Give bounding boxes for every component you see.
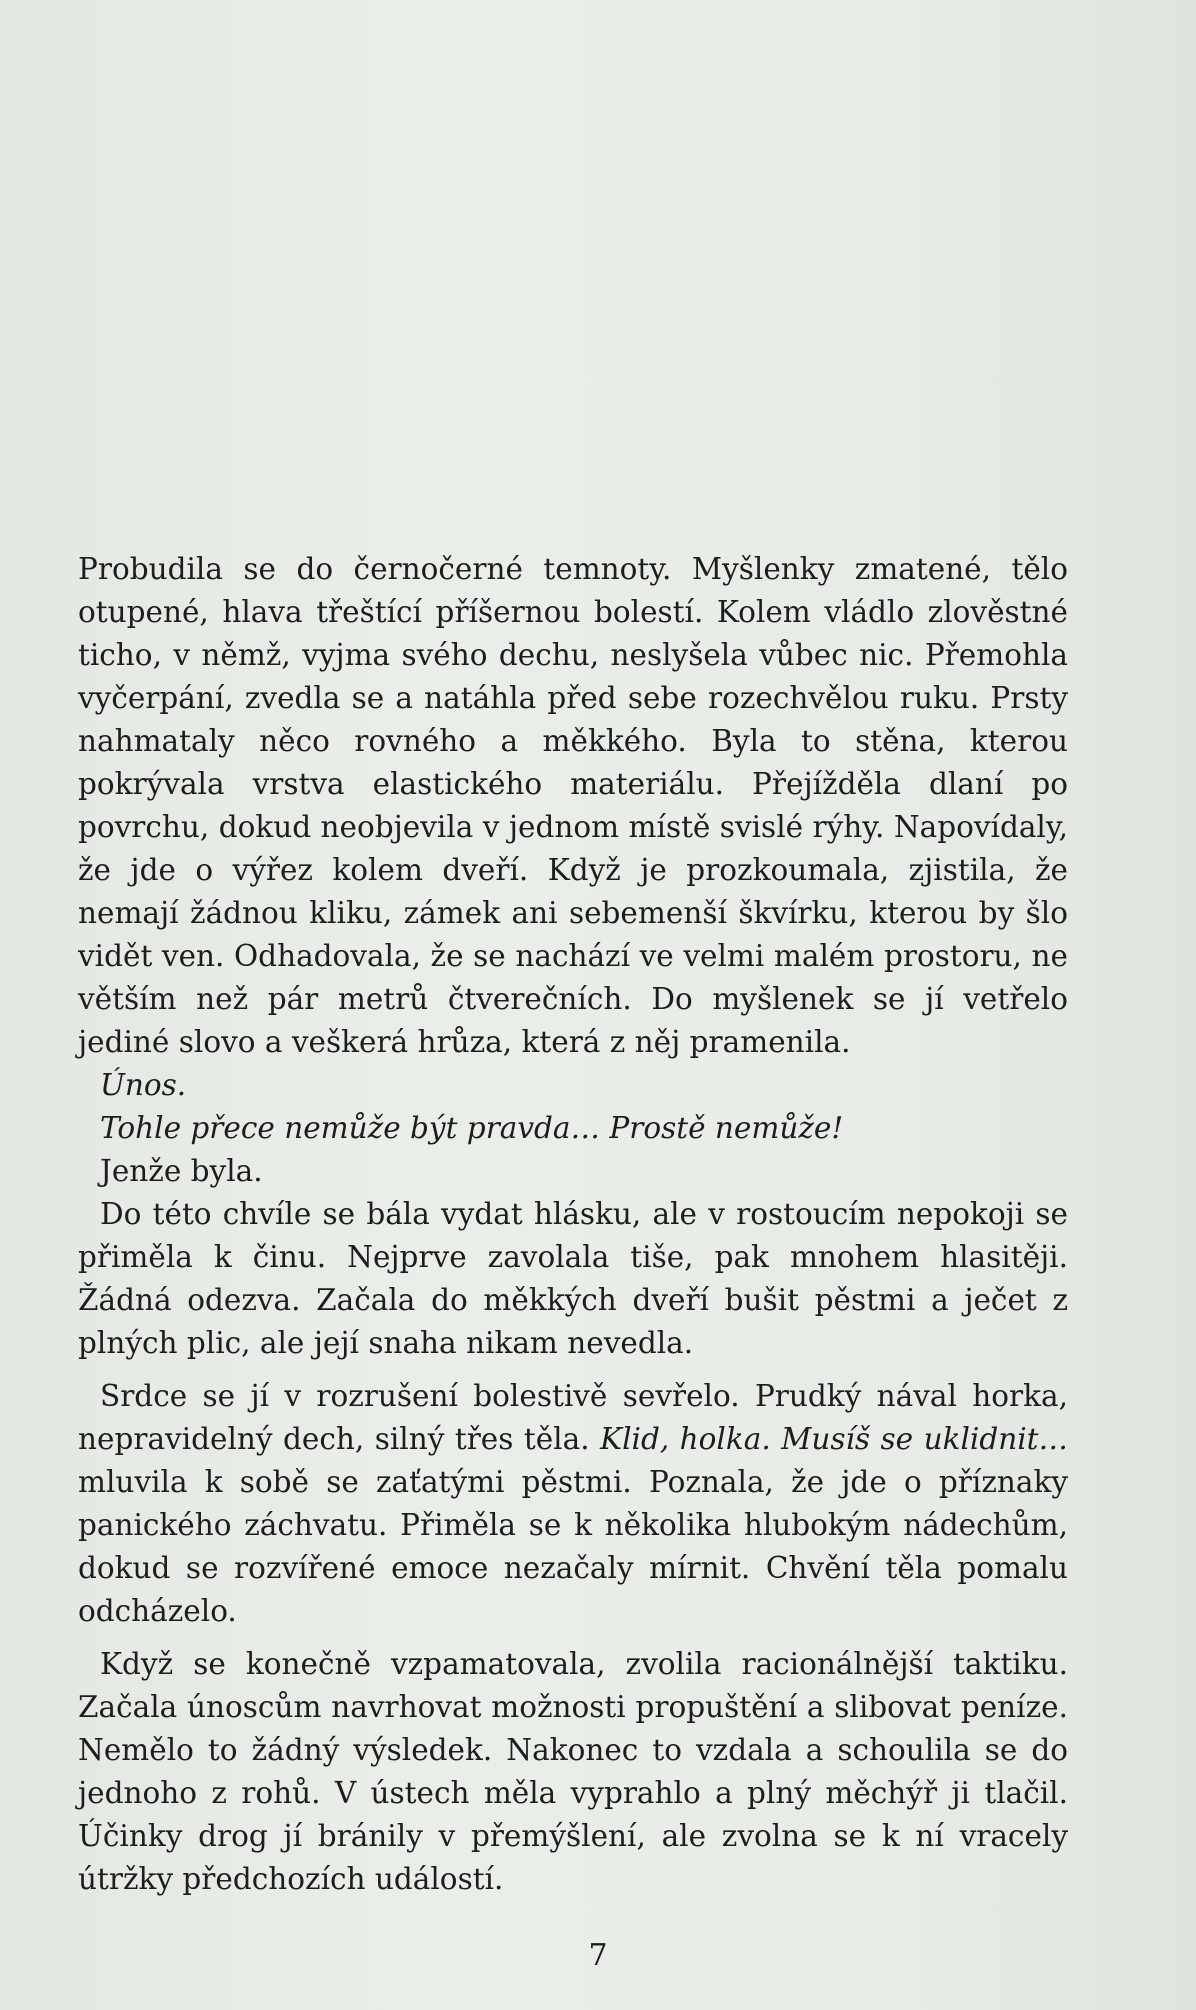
paragraph-1 (78, 548, 1068, 1064)
paragraph-2 (78, 1064, 1068, 1107)
page-number: 7 (588, 1938, 608, 1973)
paragraph-6-text-pre: Srdce se jí v rozrušení bolestivě sevřelo. Prudký nával horka, nepravidelný dech, silný třes těla. (78, 1379, 1068, 1456)
paragraph-4 (78, 1150, 1068, 1193)
paragraph-7-text: Když se konečně vzpamatovala, zvolila racionálnější taktiku. Začala únoscům navrhovat možnosti propuštění a slibovat peníze. Nemělo to žádný výsledek. Nakonec to vzdala a schoulila se do jednoho z rohů. V ústech měla vyprahlo a plný měchýř ji tlačil. Účinky drog jí bránily v přemýšlení, ale zvolna se k ní vracely útržky předchozích událostí. (78, 1647, 1068, 1896)
paragraph-4-text: Jenže byla. (100, 1154, 263, 1188)
paragraph-6-text-post: mluvila k sobě se zaťatými pěstmi. Poznala, že jde o příznaky panického záchvatu. Přiměla se k několika hlubokým nádechům, dokud se rozvířené emoce nezačaly mírnit. Chvění těla pomalu odcházelo. (78, 1465, 1068, 1628)
paragraph-3 (78, 1107, 1068, 1150)
paragraph-6-italic: Klid, holka. Musíš se uklidnit… (600, 1422, 1068, 1456)
paragraph-2-italic: Únos. (100, 1068, 187, 1102)
paragraph-6 (78, 1375, 1068, 1633)
paragraph-5 (78, 1193, 1068, 1365)
paragraph-5-text: Do této chvíle se bála vydat hlásku, ale v rostoucím nepokoji se přiměla k činu. Nejprve zavolala tiše, pak mnohem hlasitěji. Žádná odezva. Začala do měkkých dveří bušit pěstmi a ječet z plných plic, ale její snaha nikam nevedla. (78, 1197, 1068, 1360)
paragraph-7 (78, 1643, 1068, 1901)
paragraph-1-text: Probudila se do černočerné temnoty. Myšlenky zmatené, tělo otupené, hlava třeštící příšernou bolestí. Kolem vládlo zlověstné ticho, v němž, vyjma svého dechu, neslyšela vůbec nic. Přemohla vyčerpání, zvedla se a natáhla před sebe rozechvělou ruku. Prsty nahmataly něco rovného a měkkého. Byla to stěna, kterou pokrývala vrstva elastického materiálu. Přejížděla dlaní po povrchu, dokud neobjevila v jednom místě svislé rýhy. Napovídaly, že jde o výřez kolem dveří. Když je prozkoumala, zjistila, že nemají žádnou kliku, zámek ani sebemenší škvírku, kterou by šlo vidět ven. Odhadovala, že se nachází ve velmi malém prostoru, ne větším než pár metrů čtverečních. Do myšlenek se jí vetřelo jediné slovo a veškerá hrůza, která z něj pramenila. (78, 552, 1068, 1059)
paragraph-3-italic: Tohle přece nemůže být pravda… Prostě nemůže! (100, 1111, 844, 1145)
chapter-text (78, 548, 1068, 1901)
